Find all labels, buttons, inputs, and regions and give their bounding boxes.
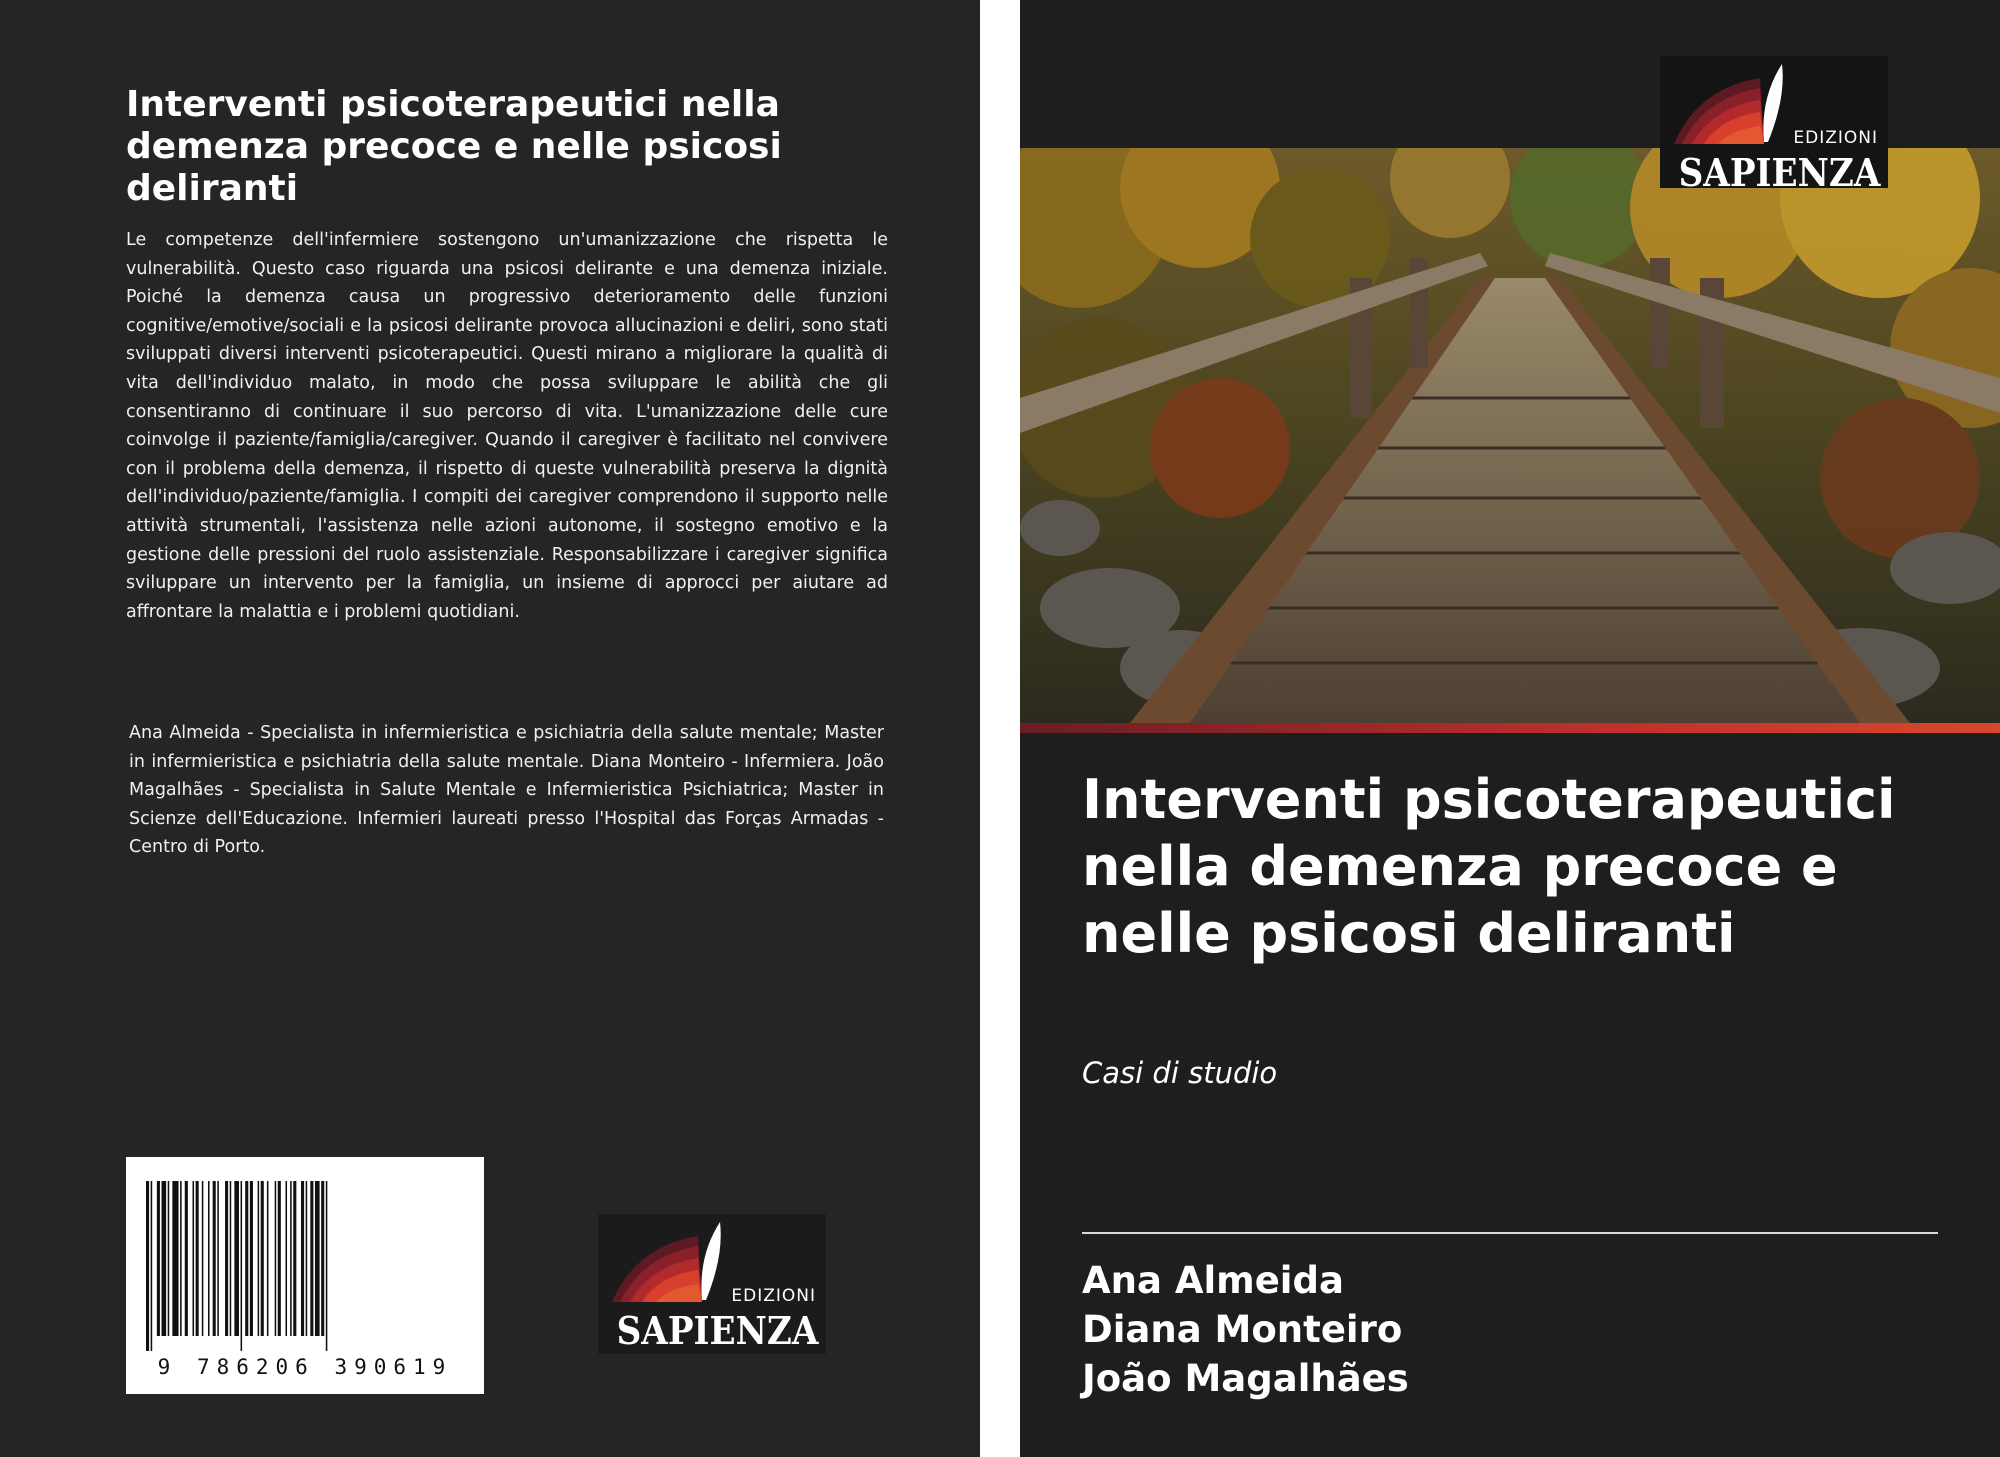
- logo-sapienza: SAPIENZA: [1678, 150, 1881, 195]
- barcode-bar: [202, 1181, 204, 1336]
- barcode-bar: [301, 1181, 304, 1336]
- barcode-bar: [157, 1181, 160, 1336]
- publisher-logo-back: [598, 1214, 826, 1354]
- barcode-bar: [306, 1181, 308, 1336]
- barcode-bar: [326, 1181, 328, 1351]
- barcode-bar: [151, 1181, 153, 1351]
- back-cover-blurb: Le competenze dell'infermiere sostengono un'umanizzazione che rispetta le vulnerabilità. Questo caso riguarda una psicosi delirante e una demenza iniziale. Poiché la demenza causa un progressivo deterioramento delle funzioni cognitive/emotive/sociali e la psicosi delirante provoca allucinazioni e deliri, sono stati sviluppati diversi interventi psicoterapeutici. Questi mirano a migliorare la qualità di vita dell'individuo malato, in modo che possa sviluppare le abilità che gli consentiranno di continuare il suo percorso di vita. L'umanizzazione delle cure coinvolge il paziente/famiglia/caregiver. Quando il caregiver è facilitato nel convivere con il problema della demenza, il rispetto di queste vulnerabilità preserva la dignità dell'individuo/paziente/famiglia. I compiti dei caregiver comprendono il supporto nelle attività strumentali, l'assistenza nelle azioni autonome, il sostegno emotivo e la gestione delle pressioni del ruolo assistenziale. Responsabilizzare i caregiver significa sviluppare un intervento per la famiglia, un insieme di approcci per aiutare ad affrontare la malattia e i problemi quotidiani.: [126, 230, 888, 622]
- barcode-bar: [258, 1181, 260, 1336]
- barcode-bar: [234, 1181, 239, 1336]
- barcode-bar: [193, 1181, 195, 1336]
- spine-gap: [980, 0, 1020, 1457]
- isbn-number: 9 786206 390619: [157, 1355, 453, 1379]
- isbn-barcode: [126, 1157, 484, 1394]
- barcode-bar: [267, 1181, 269, 1336]
- barcode-bar: [217, 1181, 219, 1336]
- author-list: [1082, 1256, 1882, 1403]
- barcode-bar: [315, 1181, 320, 1336]
- barcode-bar: [250, 1181, 253, 1336]
- front-cover-title: Interventi psicoterapeutici nella demenza precoce e nelle psicosi deliranti: [1082, 768, 1896, 965]
- publisher-logo-front: [1660, 56, 1888, 195]
- author-biographies: Ana Almeida - Specialista in infermieristica e psichiatria della salute mentale; Master in infermieristica e psichiatria della salute mentale. Diana Monteiro - Infermiera. João Magalhães - Specialista in Salute Mentale e Infermieristica Psichiatrica; Master in Scienze dell'Educazione. Infermieri laureati presso l'Hospital das Forças Armadas - Centro di Porto.: [129, 723, 884, 858]
- barcode-bar: [261, 1181, 264, 1336]
- author-name: Diana Monteiro: [1082, 1308, 1403, 1351]
- back-cover: [0, 0, 980, 1457]
- barcode-bar: [278, 1181, 281, 1336]
- logo-edizioni: EDIZIONI: [1793, 128, 1878, 148]
- barcode-bar: [321, 1181, 324, 1336]
- fan-quill-icon: [606, 1216, 726, 1306]
- barcode-bar: [213, 1181, 216, 1336]
- quill-feather: [1763, 64, 1782, 142]
- subtitle: Casi di studio: [1082, 1056, 1278, 1090]
- quill-feather: [701, 1222, 720, 1300]
- barcode-bar: [185, 1181, 188, 1336]
- divider: [1082, 1232, 1938, 1234]
- barcode-bar: [162, 1181, 167, 1336]
- accent-bar: [1020, 723, 2000, 733]
- barcode-bar: [168, 1181, 170, 1336]
- barcode-bar: [293, 1181, 296, 1336]
- logo-edizioni: EDIZIONI: [731, 1286, 816, 1306]
- barcode-bar: [241, 1181, 243, 1351]
- cover-photo-bridge: [1020, 148, 2000, 723]
- barcode-bar: [180, 1181, 182, 1336]
- barcode-bars: [146, 1181, 464, 1351]
- barcode-bar: [208, 1181, 210, 1336]
- fan-quill-icon: [1668, 58, 1788, 148]
- author-name: Ana Almeida: [1082, 1259, 1344, 1302]
- barcode-bar: [245, 1181, 248, 1336]
- barcode-bar: [290, 1181, 292, 1336]
- author-name: João Magalhães: [1082, 1357, 1409, 1400]
- barcode-bar: [146, 1181, 149, 1351]
- barcode-bar: [310, 1181, 313, 1336]
- barcode-bar: [172, 1181, 178, 1336]
- back-cover-title: Interventi psicoterapeutici nella demenza precoce e nelle psicosi deliranti: [126, 84, 782, 209]
- barcode-bar: [286, 1181, 288, 1336]
- barcode-bar: [196, 1181, 199, 1336]
- barcode-bar: [230, 1181, 232, 1336]
- barcode-bar: [275, 1181, 277, 1336]
- barcode-bar: [225, 1181, 228, 1336]
- logo-sapienza: SAPIENZA: [616, 1308, 819, 1353]
